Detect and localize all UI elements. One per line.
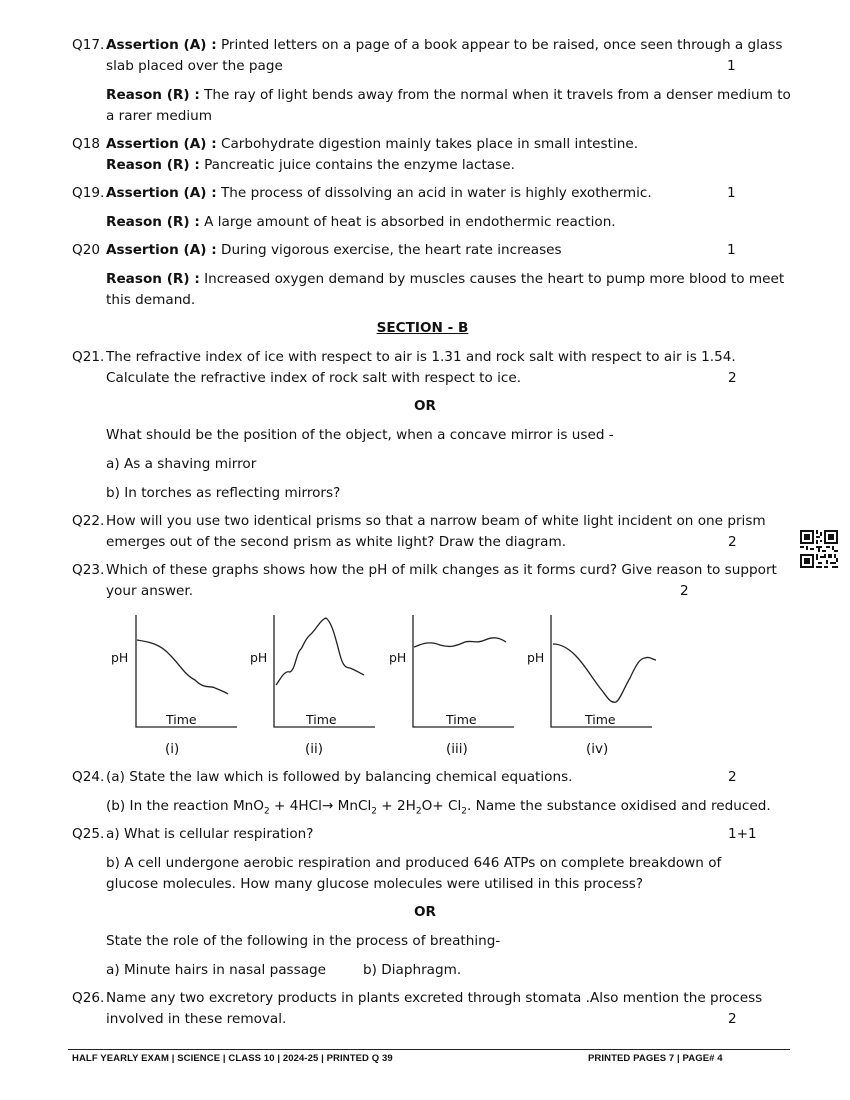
question-number: Q17.	[72, 37, 105, 53]
part-a-text: a) What is cellular respiration?	[106, 826, 314, 842]
question-text-cont: emerges out of the second prism as white light? Draw the diagram.	[106, 534, 567, 550]
question-number: Q24.	[72, 769, 105, 785]
reason-label: Reason (R) :	[106, 214, 200, 230]
alt-option-a: a) Minute hairs in nasal passage	[106, 962, 327, 978]
graph-ii-caption: (ii)	[305, 741, 324, 757]
question-number: Q21.	[72, 349, 105, 365]
section-title: SECTION - B	[376, 320, 469, 336]
alt-question-text: State the role of the following in the process of breathing-	[106, 933, 501, 949]
question-text: Name any two excretory products in plants excreted through stomata .Also mention the process	[106, 990, 763, 1006]
assertion-label: Assertion (A) :	[106, 185, 217, 201]
reason-text: A large amount of heat is absorbed in endothermic reaction.	[199, 214, 616, 230]
graph-ii-x-label: Time	[306, 712, 337, 727]
reason-text: Increased oxygen demand by muscles causes the heart to pump more blood to meet	[199, 271, 785, 287]
graph-ii-curve	[276, 618, 364, 685]
or-label: OR	[413, 904, 437, 920]
question-21-alternative	[72, 425, 788, 504]
graph-iii	[413, 615, 514, 727]
assertion-label: Assertion (A) :	[106, 37, 217, 53]
question-number: Q20	[72, 242, 100, 258]
subscript: 2	[461, 806, 468, 817]
reason-label: Reason (R) :	[106, 271, 200, 287]
part-a-text: (a) State the law which is followed by balancing chemical equations.	[106, 769, 573, 785]
reason-label: Reason (R) :	[106, 157, 200, 173]
question-text-cont: involved in these removal.	[106, 1011, 287, 1027]
alt-option-b: b) Diaphragm.	[363, 962, 462, 978]
marks: 2	[728, 370, 737, 386]
reaction-text: (b) In the reaction MnO	[106, 798, 264, 814]
question-19	[72, 183, 788, 233]
assertion-label: Assertion (A) :	[106, 136, 217, 152]
reason-text-cont: a rarer medium	[106, 108, 213, 124]
alt-question-text: What should be the position of the object, when a concave mirror is used -	[106, 427, 614, 443]
reaction-text: O+ Cl	[421, 798, 462, 814]
footer-exam-info: HALF YEARLY EXAM | SCIENCE | CLASS 10 | 2024-25 | PRINTED Q 39	[72, 1053, 393, 1064]
assertion-text-cont: slab placed over the page	[106, 58, 283, 74]
qr-code-icon	[800, 530, 838, 568]
assertion-text: During vigorous exercise, the heart rate increases	[216, 242, 562, 258]
reason-text-cont: this demand.	[106, 292, 196, 308]
reason-text: Pancreatic juice contains the enzyme lactase.	[199, 157, 515, 173]
question-18	[72, 134, 788, 176]
reaction-text: + 4HCl→ MnCl	[269, 798, 372, 814]
reason-text: The ray of light bends away from the normal when it travels from a denser medium to	[199, 87, 791, 103]
assertion-text: The process of dissolving an acid in water is highly exothermic.	[216, 185, 652, 201]
graph-i-y-label: pH	[111, 650, 129, 665]
question-number: Q26.	[72, 990, 105, 1006]
graph-ii-axes	[274, 615, 375, 727]
reaction-text: . Name the substance oxidised and reduced.	[467, 798, 771, 814]
question-25-alternative	[72, 931, 788, 981]
question-number: Q25.	[72, 826, 105, 842]
graph-iv-y-label: pH	[527, 650, 545, 665]
part-b-text: b) A cell undergone aerobic respiration and produced 646 ATPs on complete breakdown of	[106, 855, 722, 871]
question-number: Q18	[72, 136, 100, 152]
question-26	[72, 988, 788, 1030]
assertion-text: Printed letters on a page of a book appear to be raised, once seen through a glass	[216, 37, 783, 53]
question-text: Which of these graphs shows how the pH of milk changes as it forms curd? Give reason to support	[106, 562, 777, 578]
marks: 1	[727, 58, 736, 74]
footer-page-info: PRINTED PAGES 7 | PAGE# 4	[588, 1053, 723, 1064]
reaction-text: + 2H	[376, 798, 416, 814]
marks: 1	[727, 185, 736, 201]
graph-iii-y-label: pH	[389, 650, 407, 665]
graph-iii-axes	[413, 615, 514, 727]
part-b-text-cont: glucose molecules. How many glucose molecules were utilised in this process?	[106, 876, 644, 892]
marks: 2	[728, 534, 737, 550]
graph-i-caption: (i)	[165, 741, 180, 757]
graph-iv-x-label: Time	[585, 712, 616, 727]
graph-iii-caption: (iii)	[446, 741, 468, 757]
graph-iv	[551, 615, 656, 727]
subscript: 2	[371, 806, 377, 817]
graph-i-axes	[136, 615, 237, 727]
marks: 2	[728, 769, 737, 785]
footer-divider	[68, 1049, 790, 1050]
graph-iv-curve	[553, 644, 656, 702]
graph-i-x-label: Time	[166, 712, 197, 727]
graph-ii-y-label: pH	[250, 650, 268, 665]
question-text-cont: your answer.	[106, 583, 194, 599]
graph-ii	[274, 615, 375, 727]
question-number: Q22.	[72, 513, 105, 529]
question-text: The refractive index of ice with respect to air is 1.31 and rock salt with respect to air is 1.54.	[106, 349, 736, 365]
or-divider	[0, 902, 850, 923]
graph-iv-caption: (iv)	[586, 741, 609, 757]
assertion-label: Assertion (A) :	[106, 242, 217, 258]
section-heading	[0, 318, 850, 339]
marks: 1	[727, 242, 736, 258]
ph-graphs-figure	[0, 600, 850, 735]
part-b-text	[106, 796, 788, 817]
marks: 2	[680, 583, 689, 599]
alt-option-b: b) In torches as reflecting mirrors?	[106, 485, 341, 501]
subscript: 2	[415, 806, 422, 817]
assertion-text: Carbohydrate digestion mainly takes place in small intestine.	[216, 136, 639, 152]
question-17	[72, 35, 791, 127]
question-text-cont: Calculate the refractive index of rock salt with respect to ice.	[106, 370, 522, 386]
question-22	[72, 511, 788, 553]
or-label: OR	[413, 398, 437, 414]
or-divider	[0, 396, 850, 417]
graph-i-curve	[137, 640, 228, 694]
question-25	[72, 824, 788, 895]
subscript: 2	[264, 806, 270, 817]
marks: 1+1	[728, 826, 757, 842]
question-number: Q23.	[72, 562, 105, 578]
question-number: Q19.	[72, 185, 105, 201]
question-24	[72, 767, 788, 817]
question-23	[72, 560, 788, 602]
graph-iii-curve	[414, 638, 506, 647]
alt-option-a: a) As a shaving mirror	[106, 456, 257, 472]
question-text: How will you use two identical prisms so that a narrow beam of white light incident on one prism	[106, 513, 766, 529]
graph-i	[136, 615, 237, 727]
question-20	[72, 240, 788, 311]
reason-label: Reason (R) :	[106, 87, 200, 103]
marks: 2	[728, 1011, 737, 1027]
graph-iv-axes	[551, 615, 652, 727]
question-21	[72, 347, 788, 389]
graph-iii-x-label: Time	[446, 712, 477, 727]
